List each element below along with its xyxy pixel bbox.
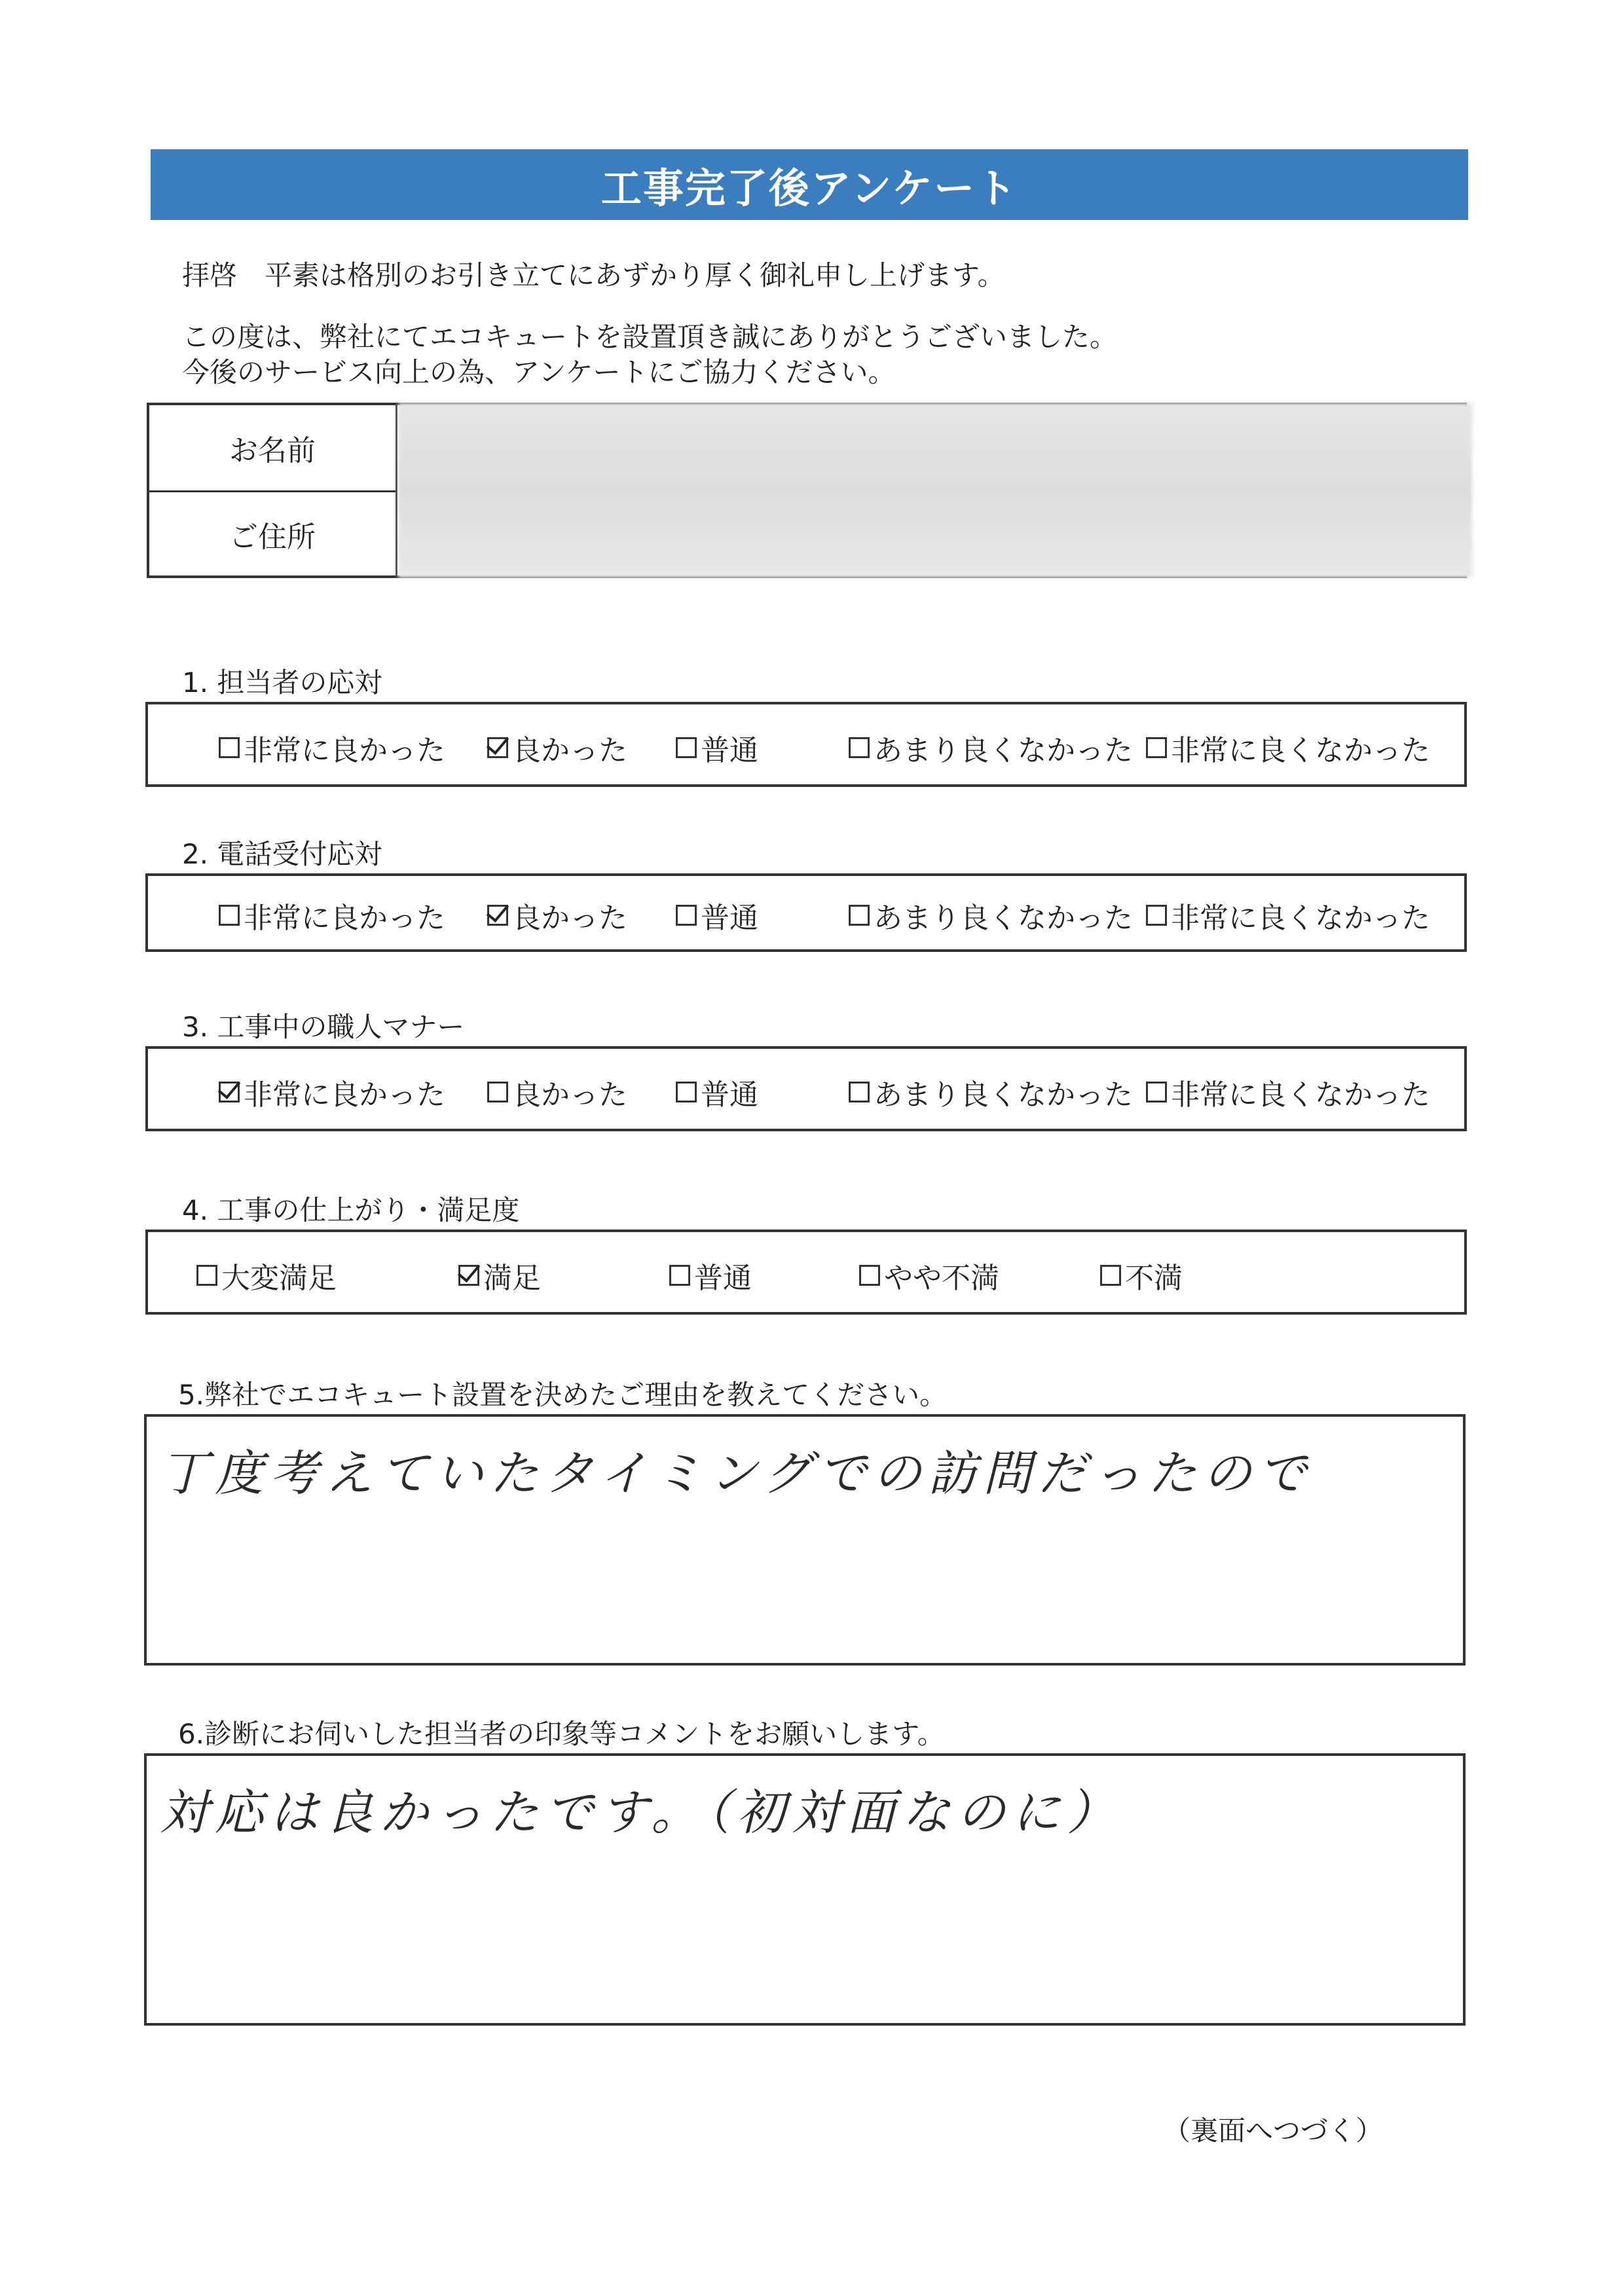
q1-option-2[interactable]: 良かった	[487, 727, 627, 769]
checkbox-icon[interactable]	[196, 1265, 217, 1286]
q1-option-4[interactable]: あまり良くなかった	[849, 727, 1133, 769]
q2-option-4[interactable]: あまり良くなかった	[849, 894, 1133, 936]
name-label: お名前	[149, 405, 396, 492]
q2-option-5[interactable]: 非常に良くなかった	[1146, 894, 1430, 936]
q5-label: 5.弊社でエコキュート設置を決めたご理由を教えてください。	[178, 1379, 948, 1411]
info-divider	[396, 405, 397, 575]
q5-answer-box[interactable]	[144, 1414, 1466, 1666]
intro-greeting: 拝啓 平素は格別のお引き立てにあずかり厚く御礼申し上げます。	[182, 259, 1005, 291]
checkbox-icon[interactable]	[676, 737, 697, 758]
checkbox-icon[interactable]	[219, 737, 240, 758]
checkbox-icon[interactable]	[676, 905, 697, 926]
q4-option-1[interactable]: 大変満足	[196, 1254, 337, 1296]
checkbox-icon[interactable]	[859, 1265, 880, 1286]
q3-option-4[interactable]: あまり良くなかった	[849, 1071, 1133, 1113]
checkbox-icon[interactable]	[849, 905, 870, 926]
q3-option-3[interactable]: 普通	[676, 1071, 758, 1113]
q3-option-1[interactable]: 非常に良かった	[219, 1071, 445, 1113]
q1-option-5[interactable]: 非常に良くなかった	[1146, 727, 1430, 769]
q2-option-3[interactable]: 普通	[676, 894, 758, 936]
q3-options	[145, 1046, 1467, 1131]
customer-info-table	[147, 403, 1467, 578]
q4-option-3[interactable]: 普通	[669, 1254, 752, 1296]
q1-option-1[interactable]: 非常に良かった	[219, 727, 445, 769]
checked-checkbox-icon[interactable]	[487, 905, 508, 926]
q3-label: 3. 工事中の職人マナー	[182, 1011, 465, 1043]
redacted-customer-details	[398, 403, 1472, 578]
q1-label: 1. 担当者の応対	[182, 666, 382, 699]
q6-answer-box[interactable]	[144, 1753, 1466, 2026]
checked-checkbox-icon[interactable]	[487, 737, 508, 758]
checkbox-icon[interactable]	[1146, 737, 1167, 758]
checkbox-icon[interactable]	[1146, 1082, 1167, 1102]
checkbox-icon[interactable]	[849, 1082, 870, 1102]
q3-option-5[interactable]: 非常に良くなかった	[1146, 1071, 1430, 1113]
q2-option-1[interactable]: 非常に良かった	[219, 894, 445, 936]
checkbox-icon[interactable]	[676, 1082, 697, 1102]
checkbox-icon[interactable]	[669, 1265, 690, 1286]
address-label: ご住所	[229, 520, 316, 554]
q2-label: 2. 電話受付応対	[182, 838, 382, 870]
checkbox-icon[interactable]	[487, 1082, 508, 1102]
q6-label: 6.診断にお伺いした担当者の印象等コメントをお願いします。	[178, 1718, 945, 1750]
checkbox-icon[interactable]	[1146, 905, 1167, 926]
intro-thanks: この度は、弊社にてエコキュートを設置頂き誠にありがとうございました。	[182, 321, 1118, 353]
checked-checkbox-icon[interactable]	[219, 1082, 240, 1102]
q4-option-5[interactable]: 不満	[1100, 1254, 1183, 1296]
q5-handwritten-answer: 丁度考えていたタイミングでの訪問だったので	[160, 1446, 1314, 1502]
checkbox-icon[interactable]	[849, 737, 870, 758]
q1-option-3[interactable]: 普通	[676, 727, 758, 769]
survey-title: 工事完了後アンケート	[151, 149, 1468, 220]
q2-options	[145, 873, 1467, 952]
q6-handwritten-answer: 対応は良かったです。（初対面なのに）	[160, 1785, 1122, 1841]
q3-option-2[interactable]: 良かった	[487, 1071, 627, 1113]
q4-option-4[interactable]: やや不満	[859, 1254, 999, 1296]
continued-on-back-note: （裏面へつづく）	[1163, 2115, 1384, 2147]
q4-options	[145, 1230, 1467, 1315]
checkbox-icon[interactable]	[219, 905, 240, 926]
q2-option-2[interactable]: 良かった	[487, 894, 627, 936]
checkbox-icon[interactable]	[1100, 1265, 1121, 1286]
checked-checkbox-icon[interactable]	[458, 1265, 479, 1286]
q4-option-2[interactable]: 満足	[458, 1254, 541, 1296]
intro-request: 今後のサービス向上の為、アンケートにご協力ください。	[182, 356, 896, 388]
q4-label: 4. 工事の仕上がり・満足度	[182, 1194, 520, 1226]
q1-options	[145, 702, 1467, 787]
